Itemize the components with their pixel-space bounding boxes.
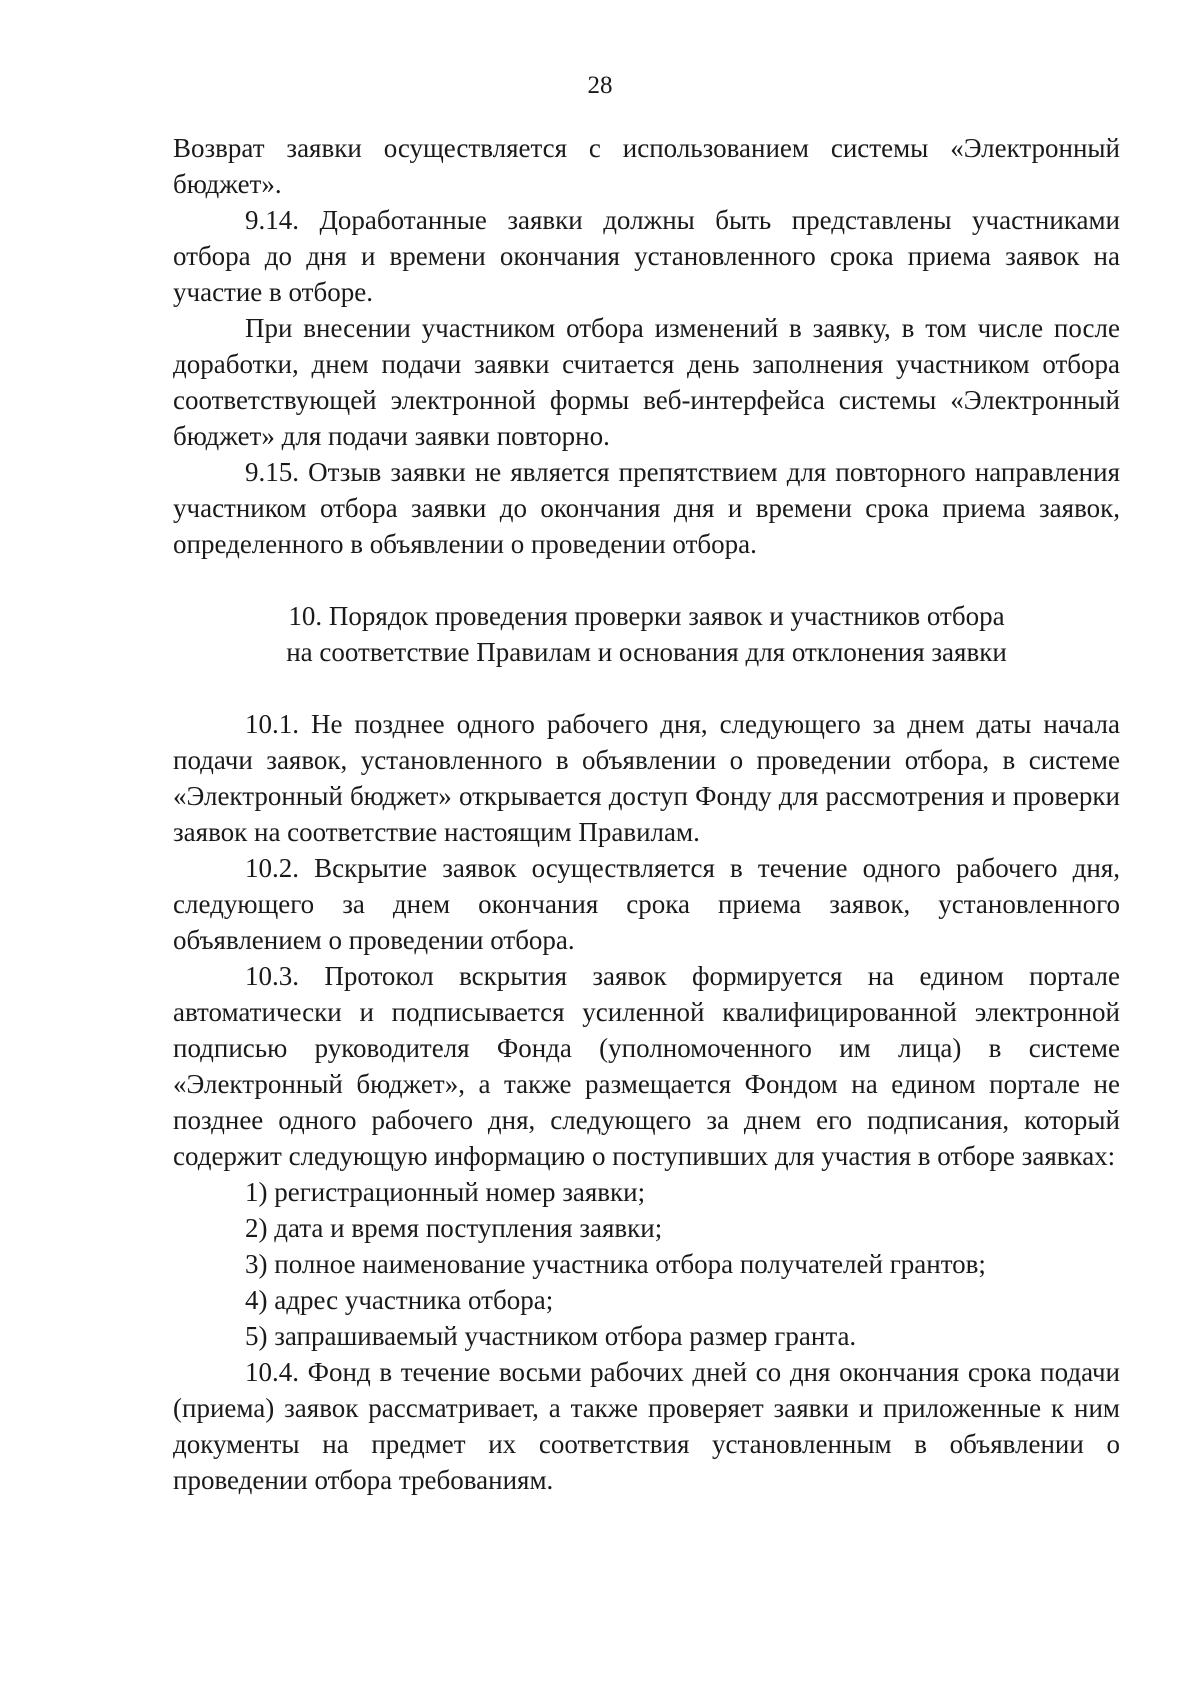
section-heading-line-1: 10. Порядок проведения проверки заявок и участников отбора bbox=[288, 601, 1005, 631]
paragraph-9-15: 9.15. Отзыв заявки не является препятствием для повторного направления участником отбора заявки до окончания дня и времени срока приема заявок, определенного в объявлении о проведении отбора. bbox=[173, 457, 1120, 559]
list-item: 5) запрашиваемый участником отбора размер гранта. bbox=[245, 1321, 857, 1351]
paragraph-10-2: 10.2. Вскрытие заявок осуществляется в течение одного рабочего дня, следующего за днем окончания срока приема заявок, установленного объявлением о проведении отбора. bbox=[173, 853, 1120, 955]
document-body bbox=[173, 130, 1120, 1498]
list-item: 2) дата и время поступления заявки; bbox=[245, 1213, 663, 1243]
paragraph-10-3: 10.3. Протокол вскрытия заявок формируется на едином портале автоматически и подписывается усиленной квалифицированной электронной подписью руководителя Фонда (уполномоченного им лица) в системе «Электронный бюджет», а также размещается Фондом на едином портале не позднее одного рабочего дня, следующего за днем его подписания, который содержит следующую информацию о поступивших для участия в отборе заявках: bbox=[173, 961, 1120, 1171]
list-item: 1) регистрационный номер заявки; bbox=[245, 1177, 646, 1207]
paragraph-9-14: 9.14. Доработанные заявки должны быть представлены участниками отбора до дня и времени окончания установленного срока приема заявок на участие в отборе. bbox=[173, 205, 1120, 307]
page-number: 28 bbox=[587, 72, 613, 99]
list-item: 4) адрес участника отбора; bbox=[245, 1285, 554, 1315]
section-heading-line-2: на соответствие Правилам и основания для отклонения заявки bbox=[286, 637, 1007, 667]
paragraph-10-4: 10.4. Фонд в течение восьми рабочих дней со дня окончания срока подачи (приема) заявок рассматривает, а также проверяет заявки и приложенные к ним документы на предмет их соответствия установленным в объявлении о проведении отбора требованиям. bbox=[173, 1357, 1120, 1495]
section-heading-10 bbox=[173, 598, 1120, 670]
paragraph-changes: При внесении участником отбора изменений в заявку, в том числе после доработки, днем подачи заявки считается день заполнения участником отбора соответствующей электронной формы веб-интерфейса системы «Электронный бюджет» для подачи заявки повторно. bbox=[173, 313, 1120, 451]
list-item: 3) полное наименование участника отбора получателей грантов; bbox=[245, 1249, 986, 1279]
paragraph-return: Возврат заявки осуществляется с использованием системы «Электронный бюджет». bbox=[173, 133, 1120, 199]
paragraph-10-1: 10.1. Не позднее одного рабочего дня, следующего за днем даты начала подачи заявок, установленного в объявлении о проведении отбора, в системе «Электронный бюджет» открывается доступ Фонду для рассмотрения и проверки заявок на соответствие настоящим Правилам. bbox=[173, 709, 1120, 847]
